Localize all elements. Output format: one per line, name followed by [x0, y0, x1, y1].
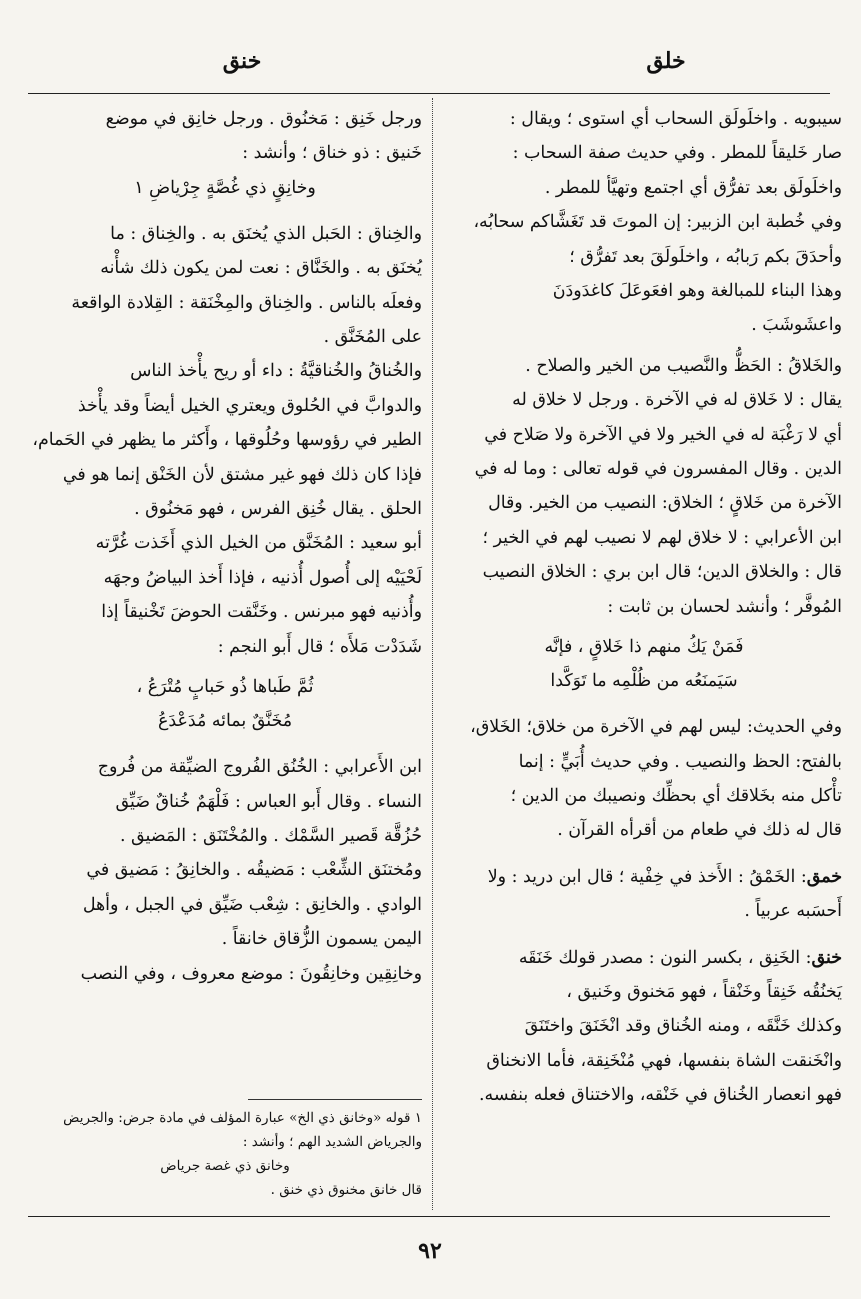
text-line: أَحسَبه عربياً . — [744, 901, 842, 922]
text-line: والدوابَّ في الحُلوق ويعتري الخيل أيضاً وقد يأْخذ — [77, 395, 422, 416]
text-line: صار خَليقاً للمطر . وفي حديث صفة السحاب : — [512, 143, 842, 164]
text-line: وخانِقِين وخانِقُونَ : موضع معروف ، وفي النصب — [80, 963, 422, 984]
left-column — [28, 102, 422, 991]
text-line: حُزُقَّة قَصير السَّمْك . والمُخْتَنَق : المَضيق . — [119, 825, 422, 846]
verse-line: سَيَمنَعُه من ظُلْمِه ما تَوَكَّدا — [550, 671, 738, 692]
footnote-rule — [248, 1099, 422, 1100]
text-line: ابن الأعرابي : لا خلاق لهم لا نصيب لهم في الخير ؛ — [482, 527, 842, 548]
footnote-line: والجرياض الشديد الهم ؛ وأنشد : — [242, 1134, 422, 1150]
text-line: قال : والخلاق الدين؛ قال ابن بري : الخلاق النصيب — [482, 562, 842, 583]
text-line: وأُذنيه فهو مبرنس . وخَنَّقت الحوضَ تَخْنيقاً إذا — [101, 602, 422, 623]
text-line: يَخنُقُه خَنِقاً وخَنْقاً ، فهو مَخنوق وخَنيق ، — [566, 981, 842, 1002]
text-line: ورجل خَنِق : مَخنُوق . ورجل خانِق في موضع — [105, 109, 422, 129]
text-line: لَحْيَيْه إلى أُصول أُذنيه ، فإذا أَخذ البياضُ وجهَه — [103, 567, 422, 588]
text-line: فإذا كان ذلك فهو غير مشتق لأن الخَنْق إنما هو في — [62, 464, 422, 485]
text-line: النساء . وقال أَبو العباس : فَلْهَمٌ خُناقٌ ضَيِّق — [115, 791, 422, 812]
top-rule — [28, 93, 830, 94]
text-line: بالفتح: الحظ والنصيب . وفي حديث أُبَيٍّ : إنما — [518, 751, 842, 772]
text-line: والخَلاقُ : الحَظُّ والنَّصيب من الخير والصلاح . — [525, 355, 842, 376]
text-line: الآخرة من خَلاقٍ ؛ الخلاق: النصيب من الخير. وقال — [488, 493, 842, 514]
verse-line: وخانِقٍ ذي غُصَّةٍ جِرْياضِ ١ — [134, 177, 316, 198]
text-line: وفي الحديث: ليس لهم في الآخرة من خلاق؛ الخَلاق، — [470, 717, 842, 738]
text-line: يقال : لا خَلاق له في الآخرة . ورجل لا خلاق له — [512, 390, 842, 411]
header-right-word: خلق — [646, 48, 686, 74]
footnote-verse: وخانق ذي غصة جرياض — [160, 1158, 290, 1174]
text-line: ابن الأَعرابي : الخُنُق الفُروج الضيِّقة من فُروج — [97, 757, 422, 778]
text-line: المُوفَّر ؛ وأنشد لحسان بن ثابت : — [607, 596, 842, 617]
text-line: الدين . وقال المفسرون في قوله تعالى : وما له في — [474, 459, 842, 480]
footnote-line: قال خانق مخنوق ذي خنق . — [270, 1182, 422, 1198]
text-line: وفي خُطبة ابن الزبير: إن الموتَ قد تَغَشَّاكم سحابُه، — [473, 212, 842, 233]
text-line: وانْخَنقت الشاة بنفسها، فهي مُنْخَنِقة، فأما الانخناق — [486, 1050, 842, 1071]
page-number: ٩٢ — [418, 1238, 442, 1264]
text-line: سيبويه . واخلَولَق السحاب أي استوى ؛ ويقال : — [509, 109, 842, 129]
text-line: ومُختنَق الشِّعْب : مَضيقُه . والخانِقُ : مَضيق في — [86, 860, 422, 881]
bottom-rule — [28, 1216, 830, 1217]
text-line: شَدَدْت مَلأَه ؛ قال أَبو النجم : — [217, 636, 422, 657]
headword: خنق — [811, 947, 842, 968]
text-line: وفعلَه بالناس . والخِناق والمِخْنَقة : القِلادة الواقعة — [71, 292, 422, 313]
text-line: أبو سعيد : المُخَنَّق من الخيل الذي أَخَذت غُرَّته — [95, 533, 422, 554]
verse-line: فَمَنْ يَكُ منهم ذا خَلاقٍ ، فإنَّه — [544, 637, 744, 658]
verse-line: ثُمَّ طَباها ذُو حَبابٍ مُتْرَعُ ، — [136, 677, 314, 698]
text-line: خَنيق : ذو خناق ؛ وأنشد : — [242, 143, 422, 164]
text-line: قال له ذلك في طعام من أقرأه القرآن . — [557, 820, 842, 841]
text-line: والخِناق : الحَبل الذي يُخنَق به . والخِناق : ما — [110, 223, 422, 244]
headword: خمق — [806, 866, 842, 887]
verse-line: مُخَنَّقٌ بمائه مُدَعْدَعُ — [157, 711, 293, 732]
text-line: واخلَولَق بعد تفرُّق أي اجتمع وتهيَّأ للمطر . — [544, 177, 842, 198]
text-line: الطير في رؤوسها وحُلُوقها ، وأَكثر ما يظهر في الحَمام، — [32, 430, 422, 451]
column-divider — [432, 98, 433, 1210]
text-line: تأْكل منه بخَلاقك أي بحظِّك ونصيبك من الدين ؛ — [510, 785, 842, 806]
text-line: يُخنَق به . والخَنَّاق : نعت لمن يكون ذلك شأْنه — [100, 258, 422, 279]
text-line: اليمن يسمون الزُّقاق خانقاً . — [221, 929, 422, 950]
footnote — [28, 1106, 422, 1202]
text-line: واعشَوشَبَ . — [751, 315, 842, 336]
text-line: الحلق . يقال خُنِق الفرس ، فهو مَخنُوق . — [134, 499, 422, 520]
text-line: الوادي . والخانِق : شِعْب ضَيِّق في الجبل ، وأهل — [82, 894, 422, 915]
entry-khanq: خنق: الخَنِق ، بكسر النون : مصدر قولك خَنَقَه — [518, 947, 842, 968]
footnote-line: ١ قوله «وخانق ذي الخ» عبارة المؤلف في مادة جرض: والجريض — [63, 1110, 422, 1126]
text-line: وكذلك خَنَّقَه ، ومنه الخُناق وقد انْخَنَقَ واختَنَقَ — [524, 1016, 842, 1037]
entry-khamq: خمق: الخَمْقُ : الأَخذ في خِفْية ؛ قال ابن دريد : ولا — [487, 866, 842, 887]
header-left-word: خنق — [222, 48, 262, 74]
text-line: فهو انعصار الخُناق في خَنْقه، والاختناق فعله بنفسه. — [478, 1085, 842, 1106]
text-line: وهذا البناء للمبالغة وهو افعَوعَلَ كاغدَودَنَ — [552, 281, 842, 302]
text-line: على المُخَنَّق . — [323, 327, 422, 348]
text-line: وأحدَقَ بكم رَبابُه ، واخلَولَقَ بعد تَفرُّق ؛ — [569, 246, 842, 267]
text-line: أي لا رَغْبَة له في الخير ولا في الآخرة ولا صَلاح في — [484, 424, 842, 445]
right-column — [446, 102, 842, 1113]
text-line: والخُناقُ والخُناقيَّةُ : داء أو ريح يأْخذ الناس — [130, 361, 422, 382]
